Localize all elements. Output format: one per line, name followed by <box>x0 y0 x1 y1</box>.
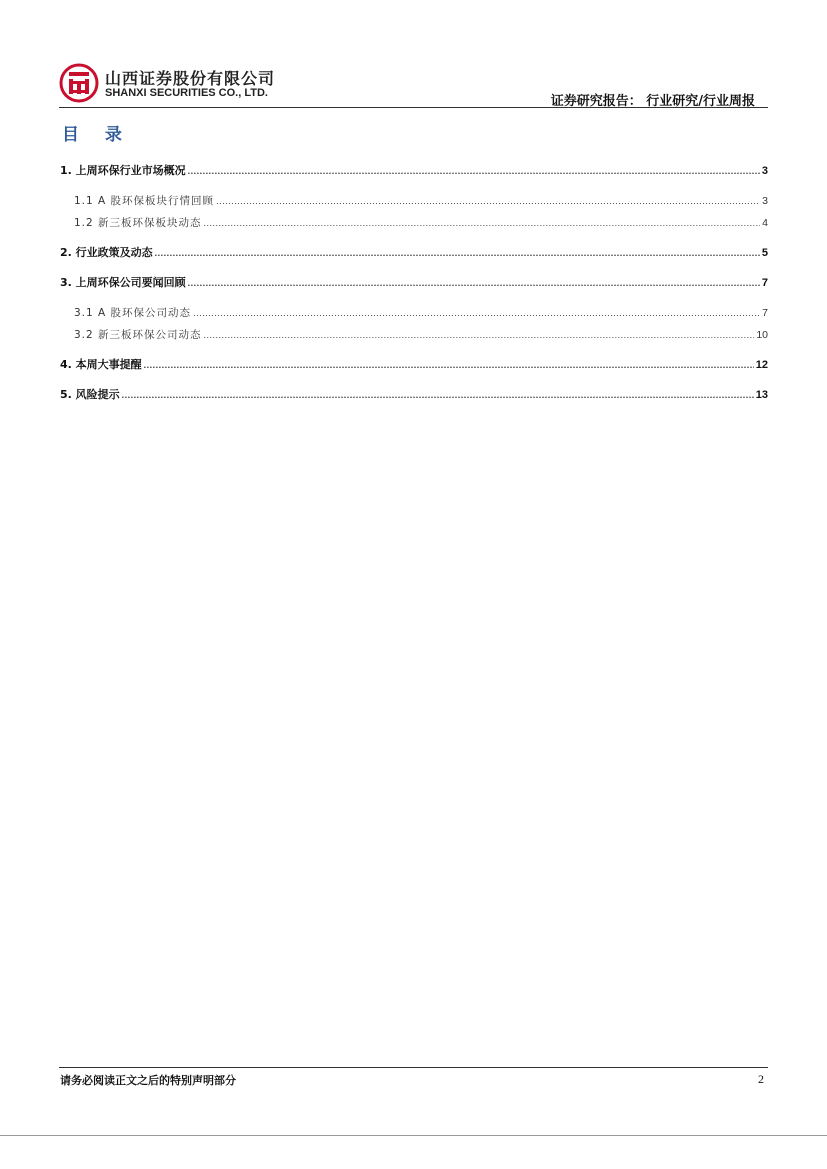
toc-title: 目 录 <box>62 125 132 145</box>
toc-entry-label: 1.2 新三板环保板块动态 <box>74 217 202 229</box>
toc-leader-dots <box>188 276 760 290</box>
toc-leader-dots <box>193 306 760 320</box>
toc-entry-label: 1. 上周环保行业市场概况 <box>60 164 186 177</box>
toc-entry-page: 4 <box>762 217 768 229</box>
toc-entry[interactable] <box>60 246 768 260</box>
toc-entry-page: 13 <box>755 389 768 401</box>
toc-leader-dots <box>155 246 760 260</box>
toc-entry[interactable] <box>60 194 768 208</box>
toc-entry[interactable] <box>60 276 768 290</box>
toc-entry-label: 3.2 新三板环保公司动态 <box>74 329 202 341</box>
toc-entry-label: 3.1 A 股环保公司动态 <box>74 307 192 319</box>
toc-entry-page: 3 <box>761 165 768 177</box>
toc-entry-label: 2. 行业政策及动态 <box>60 246 153 259</box>
toc-leader-dots <box>204 216 761 230</box>
toc-entry[interactable] <box>60 328 768 342</box>
toc-entry-page: 7 <box>761 277 768 289</box>
toc-leader-dots <box>204 328 755 342</box>
toc-entry[interactable] <box>60 306 768 320</box>
report-type: 证券研究报告： 行业研究/行业周报 <box>550 94 755 109</box>
toc-entry[interactable] <box>60 216 768 230</box>
disclaimer-note: 请务必阅读正文之后的特别声明部分 <box>60 1074 236 1087</box>
page-number: 2 <box>758 1072 764 1086</box>
toc-entry-label: 5. 风险提示 <box>60 388 120 401</box>
toc-leader-dots <box>122 388 754 402</box>
toc-entry-label: 1.1 A 股环保板块行情回顾 <box>74 195 215 207</box>
toc-entry[interactable] <box>60 388 768 402</box>
toc-entry-page: 12 <box>755 359 768 371</box>
toc-entry-label: 4. 本周大事提醒 <box>60 358 142 371</box>
toc-entry-page: 3 <box>762 195 768 207</box>
header-divider <box>59 107 768 108</box>
page-bottom-divider <box>0 1135 827 1136</box>
toc-entry-label: 3. 上周环保公司要闻回顾 <box>60 276 186 289</box>
company-name-cn: 山西证券股份有限公司 <box>105 69 276 88</box>
toc-leader-dots <box>216 194 760 208</box>
toc-entry-page: 7 <box>762 307 768 319</box>
toc-entry-page: 10 <box>756 329 768 341</box>
toc-entry-page: 5 <box>761 247 768 259</box>
toc-leader-dots <box>144 358 754 372</box>
company-logo-icon <box>59 63 99 103</box>
toc-leader-dots <box>188 164 760 178</box>
company-name-en: SHANXI SECURITIES CO., LTD. <box>105 87 268 99</box>
toc-entry[interactable] <box>60 358 768 372</box>
footer-divider <box>59 1067 768 1068</box>
toc-entry[interactable] <box>60 164 768 178</box>
